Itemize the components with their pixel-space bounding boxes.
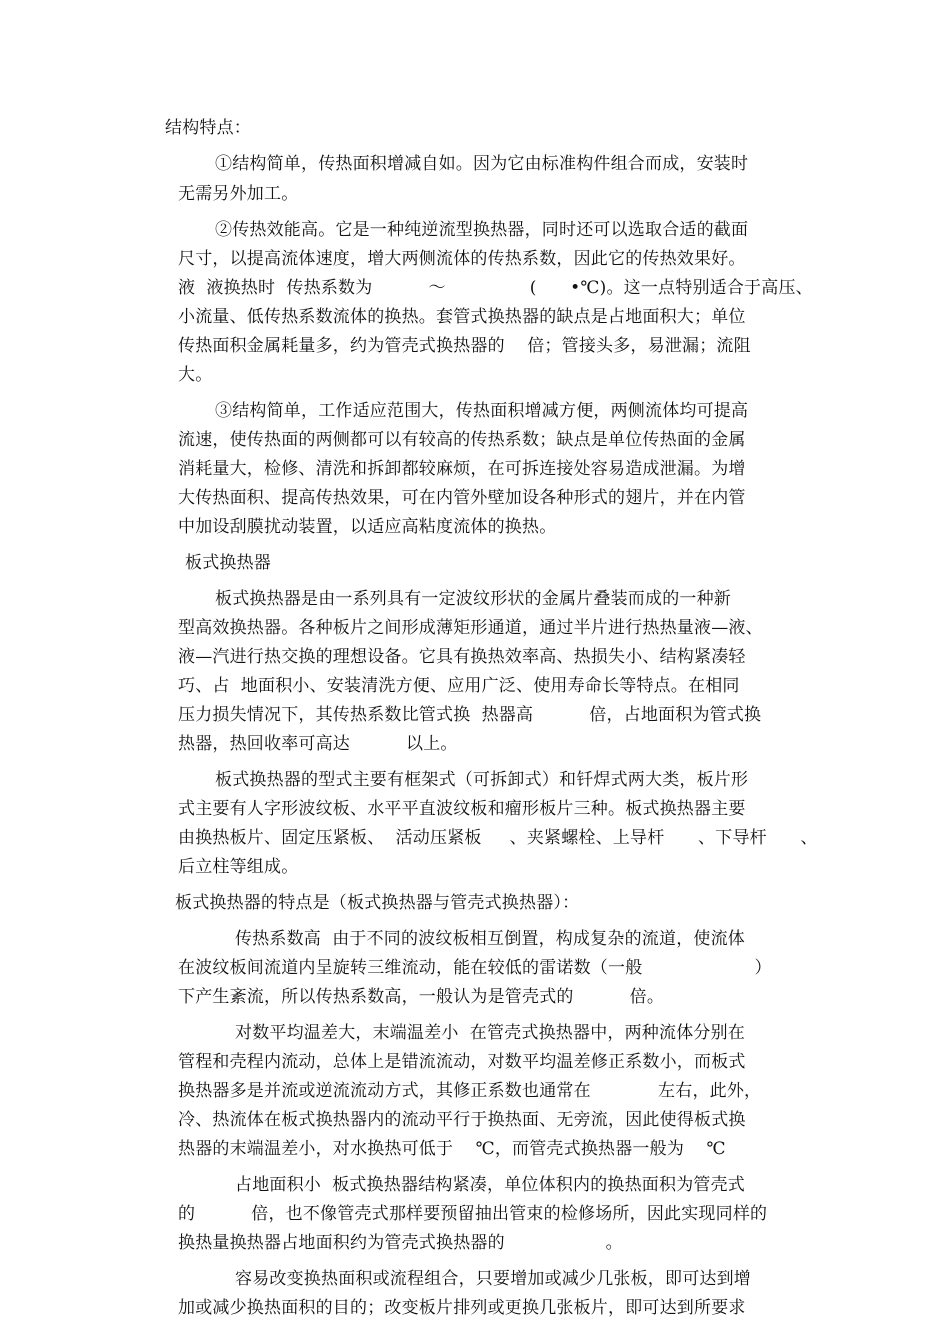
text-line: 板式换热器的型式主要有框架式（可拆卸式）和钎焊式两大类，板片形: [215, 770, 749, 790]
text-line: 的 倍，也不像管壳式那样要预留抽出管束的检修场所，因此实现同样的: [178, 1204, 768, 1224]
text-line: 式主要有人字形波纹板、水平平直波纹板和瘤形板片三种。板式换热器主要: [178, 799, 746, 819]
text-line: 占地面积小 板式换热器结构紧凑，单位体积内的换热面积为管壳式: [235, 1175, 746, 1195]
text-line: 液—汽进行热交换的理想设备。它具有换热效率高、热损失小、结构紧凑轻: [178, 647, 746, 667]
text-line: 消耗量大，检修、清洗和拆卸都较麻烦，在可拆连接处容易造成泄漏。为增: [178, 459, 746, 479]
text-line: 换热量换热器占地面积约为管壳式换热器的 。: [178, 1233, 623, 1253]
text-line: 由换热板片、固定压紧板、 活动压紧板 、夹紧螺栓、上导杆 、下导杆 、: [178, 828, 818, 848]
text-line: 加或减少换热面积的目的；改变板片排列或更换几张板片，即可达到所要求: [178, 1298, 746, 1318]
text-line: 热器，热回收率可高达 以上。: [178, 734, 458, 754]
text-line: 大。: [178, 365, 213, 385]
text-line: 无需另外加工。: [178, 184, 299, 204]
text-line: 型高效换热器。各种板片之间形成薄矩形通道，通过半片进行热热量液—液、: [178, 618, 763, 638]
text-line: 板式换热器是由一系列具有一定波纹形状的金属片叠装而成的一种新: [215, 589, 731, 609]
section-heading: 板式换热器: [185, 553, 271, 573]
text-line: ①结构简单，传热面积增减自如。因为它由标准构件组合而成，安装时: [215, 154, 749, 174]
text-line: 在波纹板间流道内呈旋转三维流动，能在较低的雷诺数（一般 ）: [178, 958, 772, 978]
text-line: 热器的末端温差小，对水换热可低于 ℃，而管壳式换热器一般为 ℃: [178, 1139, 726, 1159]
text-line: 对数平均温差大，末端温差小 在管壳式换热器中，两种流体分别在: [235, 1023, 746, 1043]
text-line: 下产生紊流，所以传热系数高，一般认为是管壳式的 倍。: [178, 987, 665, 1007]
section-heading: 板式换热器的特点是（板式换热器与管壳式换热器）：: [175, 893, 580, 913]
text-line: 尺寸，以提高流体速度，增大两侧流体的传热系数，因此它的传热效果好。: [178, 249, 746, 269]
text-line: 压力损失情况下，其传热系数比管式换 热器高 倍，占地面积为管式换: [178, 705, 762, 725]
text-line: 后立柱等组成。: [178, 857, 299, 877]
text-line: 传热面积金属耗量多，约为管壳式换热器的 倍；管接头多，易泄漏；流阻: [178, 336, 751, 356]
text-line: 巧、占 地面积小、安装清洗方便、应用广泛、使用寿命长等特点。在相同: [178, 676, 740, 696]
text-line: 结构特点：: [165, 118, 251, 138]
text-line: 容易改变换热面积或流程组合，只要增加或减少几张板，即可达到增: [235, 1269, 751, 1289]
text-line: 换热器多是并流或逆流流动方式，其修正系数也通常在 左右，此外，: [178, 1081, 762, 1101]
text-line: 管程和壳程内流动，总体上是错流流动，对数平均温差修正系数小，而板式: [178, 1052, 746, 1072]
text-line: 传热系数高 由于不同的波纹板相互倒置，构成复杂的流道，使流体: [235, 929, 746, 949]
text-line: 冷、热流体在板式换热器内的流动平行于换热面、无旁流，因此使得板式换: [178, 1110, 746, 1130]
text-line: 小流量、低传热系数流体的换热。套管式换热器的缺点是占地面积大；单位: [178, 307, 746, 327]
text-line: 中加设刮膜扰动装置，以适应高粘度流体的换热。: [178, 517, 557, 537]
text-line: 流速，使传热面的两侧都可以有较高的传热系数；缺点是单位传热面的金属: [178, 430, 746, 450]
text-line: ③结构简单，工作适应范围大，传热面积增减方便，两侧流体均可提高: [215, 401, 749, 421]
text-line: 液 液换热时 传热系数为 ～ ( •℃)。这一点特别适合于高压、: [178, 278, 813, 298]
text-line: 大传热面积、提高传热效果，可在内管外壁加设各种形式的翅片，并在内管: [178, 488, 746, 508]
text-line: ②传热效能高。它是一种纯逆流型换热器，同时还可以选取合适的截面: [215, 220, 749, 240]
